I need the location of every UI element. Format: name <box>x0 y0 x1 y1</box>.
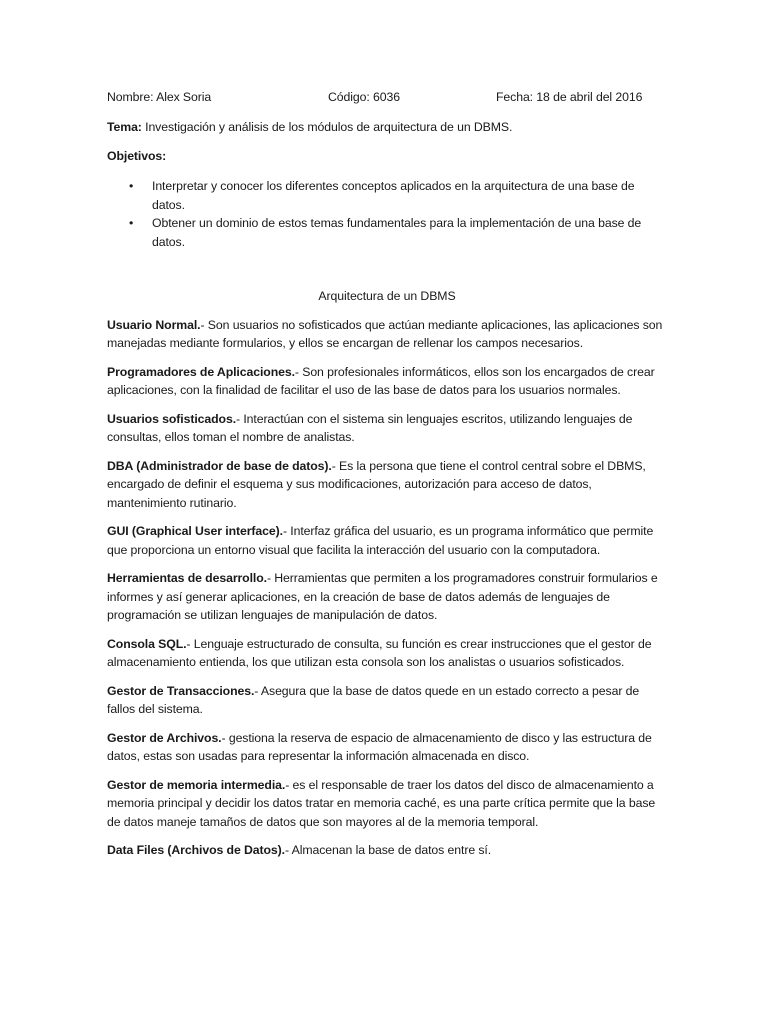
bullet-icon: • <box>129 179 134 193</box>
definition-paragraph <box>107 457 667 513</box>
definition-text: - gestiona la reserva de espacio de almacenamiento de disco y las estructura de datos, estas son usadas para representar la información almacenada en disco. <box>107 730 652 763</box>
definition-paragraph <box>107 635 667 672</box>
header-row <box>107 88 667 108</box>
definition-term: Programadores de Aplicaciones. <box>107 364 295 379</box>
list-item <box>107 214 667 251</box>
definition-paragraph <box>107 363 667 400</box>
objetivos-heading: Objetivos: <box>107 148 167 163</box>
definition-text: - Son profesionales informáticos, ellos son los encargados de crear aplicaciones, con la finalidad de facilitar el uso de las base de datos para los usuarios normales. <box>107 364 655 397</box>
definition-term: Gestor de Transacciones. <box>107 683 255 698</box>
objetivo-text: Obtener un dominio de estos temas fundamentales para la implementación de una base de datos. <box>152 216 642 249</box>
definition-paragraph <box>107 316 667 353</box>
definition-text: - Interactúan con el sistema sin lenguajes escritos, utilizando lenguajes de consultas, ellos toman el nombre de analistas. <box>107 411 633 444</box>
definition-term: Data Files (Archivos de Datos). <box>107 843 285 857</box>
definition-text: - Herramientas que permiten a los programadores construir formularios e informes y así generar aplicaciones, en la creación de base de datos además de lenguajes de programación se utilizan lenguajes de manipulación de datos. <box>107 571 658 622</box>
list-item <box>107 177 667 214</box>
objetivo-text: Interpretar y conocer los diferentes conceptos aplicados en la arquitectura de una base de datos. <box>152 179 635 212</box>
tema-text: Investigación y análisis de los módulos de arquitectura de un DBMS. <box>141 120 513 134</box>
section-title: Arquitectura de un DBMS <box>318 289 456 303</box>
student-name: Nombre: Alex Soria <box>107 90 212 104</box>
definition-term: Consola SQL. <box>107 636 187 651</box>
definition-paragraph <box>107 776 667 832</box>
definition-term: DBA (Administrador de base de datos). <box>107 458 332 473</box>
definition-paragraph <box>107 410 667 447</box>
definition-text: - es el responsable de traer los datos del disco de almacenamiento a memoria principal y decidir los datos tratar en memoria caché, es una parte crítica permite que la base de datos maneje tamaños de datos que son mayores al de la memoria temporal. <box>107 777 656 829</box>
definition-text: - Almacenan la base de datos entre sí. <box>285 843 492 857</box>
tema-line <box>107 118 667 137</box>
definition-text: - Es la persona que tiene el control central sobre el DBMS, encargado de definir el esquema y sus modificaciones, autorización para acceso de datos, mantenimiento rutinario. <box>107 458 646 510</box>
definition-text: - Lenguaje estructurado de consulta, su función es crear instrucciones que el gestor de almacenamiento entienda, los que utilizan esta consola son los analistas o usuarios sofisticados. <box>107 636 652 669</box>
definition-term: Usuarios sofisticados. <box>107 411 237 426</box>
definition-paragraph <box>107 841 667 860</box>
definition-term: Gestor de Archivos. <box>107 730 222 745</box>
tema-label: Tema: <box>107 120 142 134</box>
definition-paragraph <box>107 729 667 766</box>
definition-term: Herramientas de desarrollo. <box>107 571 267 585</box>
definition-paragraph <box>107 569 667 625</box>
definition-paragraph <box>107 682 667 719</box>
definition-term: GUI (Graphical User interface). <box>107 524 283 538</box>
objetivos-list <box>107 177 667 251</box>
definition-term: Gestor de memoria intermedia. <box>107 777 286 792</box>
definition-text: - Interfaz gráfica del usuario, es un programa informático que permite que proporciona un entorno visual que facilita la interacción del usuario con la computadora. <box>107 524 654 557</box>
bullet-icon: • <box>129 216 134 230</box>
document-date: Fecha: 18 de abril del 2016 <box>496 90 643 104</box>
student-code: Código: 6036 <box>328 90 400 104</box>
definition-term: Usuario Normal. <box>107 317 201 332</box>
definition-text: - Son usuarios no sofisticados que actúan mediante aplicaciones, las aplicaciones son manejadas mediante formularios, y ellos se encargan de rellenar los campos necesarios. <box>107 317 663 350</box>
definitions-list <box>107 316 667 860</box>
definition-paragraph <box>107 522 667 559</box>
definition-text: - Asegura que la base de datos quede en un estado correcto a pesar de fallos del sistema. <box>107 683 640 716</box>
document-body <box>107 88 667 860</box>
